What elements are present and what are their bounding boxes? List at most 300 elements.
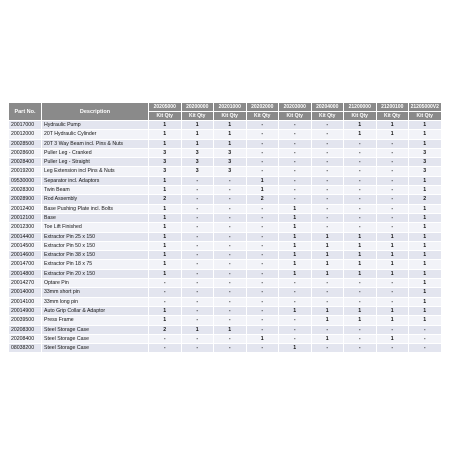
kit-qty-cell: 1	[409, 279, 442, 288]
kit-qty-cell: 1	[279, 260, 312, 269]
kit-qty-cell: 3	[409, 167, 442, 176]
kit-qty-cell: 1	[311, 260, 344, 269]
kit-qty-cell: -	[246, 121, 279, 130]
kit-qty-cell: -	[376, 297, 409, 306]
kit-number-header: 21200100	[376, 103, 409, 112]
kit-qty-cell: 1	[376, 251, 409, 260]
kit-qty-cell: 2	[409, 195, 442, 204]
kit-qty-cell: 1	[376, 260, 409, 269]
kit-qty-cell: 3	[149, 148, 182, 157]
kit-qty-cell: 2	[149, 195, 182, 204]
kit-qty-cell: -	[409, 334, 442, 343]
kit-qty-cell: -	[214, 260, 247, 269]
kit-qty-cell: 1	[311, 232, 344, 241]
part-number-cell: 20028900	[9, 195, 42, 204]
kit-qty-cell: -	[376, 148, 409, 157]
kit-qty-cell: -	[344, 176, 377, 185]
kit-qty-header: Kit Qty	[149, 112, 182, 121]
parts-kit-table	[8, 102, 442, 353]
kit-qty-cell: -	[181, 204, 214, 213]
kit-qty-cell: -	[246, 139, 279, 148]
kit-qty-cell: 1	[311, 269, 344, 278]
kit-qty-cell: -	[311, 325, 344, 334]
kit-qty-cell: 1	[149, 260, 182, 269]
kit-qty-cell: -	[214, 223, 247, 232]
kit-qty-cell: -	[246, 344, 279, 353]
kit-qty-cell: 1	[246, 334, 279, 343]
kit-qty-cell: -	[246, 158, 279, 167]
kit-qty-cell: 1	[344, 260, 377, 269]
kit-qty-cell: -	[344, 139, 377, 148]
kit-qty-cell: 1	[409, 204, 442, 213]
kit-qty-cell: -	[149, 279, 182, 288]
kit-qty-cell: -	[181, 176, 214, 185]
kit-qty-cell: 1	[409, 306, 442, 315]
kit-qty-cell: 1	[409, 269, 442, 278]
kit-qty-cell: 1	[311, 241, 344, 250]
kit-number-header: 20201000	[214, 103, 247, 112]
kit-qty-cell: 1	[409, 288, 442, 297]
kit-qty-cell: 1	[344, 130, 377, 139]
part-number-cell: 20014000	[9, 288, 42, 297]
description-cell: Auto Grip Collar & Adaptor	[42, 306, 149, 315]
kit-qty-cell: -	[279, 139, 312, 148]
kit-qty-cell: -	[376, 213, 409, 222]
kit-qty-cell: -	[311, 130, 344, 139]
kit-qty-cell: 1	[376, 334, 409, 343]
table-row	[9, 213, 442, 222]
kit-qty-cell: -	[279, 148, 312, 157]
kit-qty-cell: -	[246, 325, 279, 334]
kit-number-header: 21200000	[344, 103, 377, 112]
description-cell: Extractor Pin 25 x 150	[42, 232, 149, 241]
kit-qty-cell: 1	[149, 232, 182, 241]
kit-qty-cell: 1	[409, 139, 442, 148]
table-row	[9, 306, 442, 315]
kit-qty-cell: 1	[149, 204, 182, 213]
description-cell: Press Frame	[42, 316, 149, 325]
description-cell: Optare Pin	[42, 279, 149, 288]
part-number-cell: 20208400	[9, 334, 42, 343]
table-row	[9, 251, 442, 260]
description-header: Description	[42, 103, 149, 121]
kit-qty-cell: 1	[279, 269, 312, 278]
kit-qty-cell: -	[214, 306, 247, 315]
description-cell: Puller Leg - Cranked	[42, 148, 149, 157]
kit-qty-cell: 1	[149, 130, 182, 139]
kit-qty-cell: 1	[344, 306, 377, 315]
description-cell: Twin Beam	[42, 186, 149, 195]
kit-qty-cell: -	[376, 139, 409, 148]
description-cell: 20T Hydraulic Cylinder	[42, 130, 149, 139]
kit-qty-cell: 1	[409, 260, 442, 269]
kit-qty-cell: 1	[149, 213, 182, 222]
table-row	[9, 325, 442, 334]
table-row	[9, 269, 442, 278]
kit-qty-cell: -	[181, 241, 214, 250]
kit-qty-cell: -	[246, 232, 279, 241]
kit-qty-cell: -	[214, 195, 247, 204]
kit-qty-cell: -	[149, 297, 182, 306]
kit-qty-cell: -	[246, 269, 279, 278]
kit-qty-cell: -	[246, 223, 279, 232]
kit-qty-cell: -	[181, 344, 214, 353]
kit-qty-cell: 1	[376, 269, 409, 278]
kit-qty-cell: -	[246, 260, 279, 269]
kit-qty-cell: -	[376, 344, 409, 353]
table-row	[9, 148, 442, 157]
kit-qty-cell: 1	[344, 251, 377, 260]
kit-qty-cell: -	[214, 316, 247, 325]
kit-qty-cell: -	[246, 130, 279, 139]
part-number-cell: 20017000	[9, 121, 42, 130]
kit-qty-cell: 1	[409, 241, 442, 250]
part-no-header: Part No.	[9, 103, 42, 121]
part-number-cell: 20014500	[9, 241, 42, 250]
kit-qty-cell: 3	[149, 158, 182, 167]
kit-qty-cell: 1	[246, 186, 279, 195]
kit-qty-cell: 1	[279, 241, 312, 250]
part-number-cell: 20014900	[9, 306, 42, 315]
kit-qty-cell: -	[279, 325, 312, 334]
kit-qty-cell: 1	[279, 344, 312, 353]
kit-qty-cell: -	[311, 121, 344, 130]
kit-qty-cell: 1	[311, 306, 344, 315]
kit-qty-cell: -	[376, 288, 409, 297]
kit-qty-cell: -	[344, 204, 377, 213]
kit-qty-cell: 2	[246, 195, 279, 204]
kit-qty-cell: 1	[149, 269, 182, 278]
part-number-cell: 20014100	[9, 297, 42, 306]
description-cell: 33mm long pin	[42, 297, 149, 306]
part-number-cell: 20012100	[9, 213, 42, 222]
part-number-cell: 20014600	[9, 251, 42, 260]
kit-qty-cell: -	[181, 316, 214, 325]
kit-qty-cell: 1	[149, 176, 182, 185]
kit-qty-cell: -	[246, 213, 279, 222]
kit-qty-cell: -	[246, 279, 279, 288]
kit-qty-cell: -	[311, 344, 344, 353]
table-row	[9, 288, 442, 297]
kit-qty-cell: -	[279, 279, 312, 288]
kit-qty-cell: 1	[279, 232, 312, 241]
kit-qty-cell: -	[311, 176, 344, 185]
kit-qty-cell: -	[246, 148, 279, 157]
table-row	[9, 334, 442, 343]
kit-qty-cell: -	[279, 316, 312, 325]
kit-qty-header: Kit Qty	[344, 112, 377, 121]
kit-qty-cell: 1	[214, 139, 247, 148]
kit-qty-cell: -	[246, 241, 279, 250]
kit-qty-cell: -	[311, 204, 344, 213]
kit-qty-cell: -	[181, 279, 214, 288]
description-cell: Extractor Pin 20 x 150	[42, 269, 149, 278]
kit-qty-cell: -	[181, 297, 214, 306]
kit-qty-cell: -	[344, 223, 377, 232]
table-row	[9, 279, 442, 288]
parts-table-body	[9, 121, 442, 353]
kit-qty-cell: -	[311, 186, 344, 195]
kit-qty-cell: -	[279, 334, 312, 343]
description-cell: Rod Assembly	[42, 195, 149, 204]
kit-qty-cell: -	[311, 139, 344, 148]
kit-number-header-row	[9, 103, 442, 112]
part-number-cell: 20014700	[9, 260, 42, 269]
kit-qty-cell: -	[214, 204, 247, 213]
kit-number-header: 21205000V2	[409, 103, 442, 112]
kit-qty-cell: 1	[214, 121, 247, 130]
kit-qty-cell: -	[311, 288, 344, 297]
kit-qty-cell: 1	[409, 130, 442, 139]
kit-qty-cell: -	[149, 334, 182, 343]
part-number-cell: 20039500	[9, 316, 42, 325]
description-cell: Steel Storage Case	[42, 334, 149, 343]
part-number-cell: 20028300	[9, 186, 42, 195]
kit-qty-cell: -	[279, 121, 312, 130]
kit-qty-cell: -	[246, 167, 279, 176]
kit-qty-cell: -	[181, 195, 214, 204]
kit-qty-cell: -	[376, 223, 409, 232]
table-row	[9, 186, 442, 195]
kit-qty-cell: -	[181, 269, 214, 278]
kit-qty-cell: -	[181, 223, 214, 232]
kit-qty-cell: -	[311, 148, 344, 157]
kit-qty-cell: -	[181, 306, 214, 315]
kit-qty-cell: 1	[149, 306, 182, 315]
kit-qty-cell: 1	[409, 213, 442, 222]
kit-qty-cell: -	[311, 213, 344, 222]
kit-qty-cell: 1	[149, 121, 182, 130]
kit-qty-cell: -	[409, 325, 442, 334]
description-cell: Hydraulic Pump	[42, 121, 149, 130]
kit-qty-cell: 1	[344, 316, 377, 325]
kit-number-header: 20204000	[311, 103, 344, 112]
table-row	[9, 130, 442, 139]
kit-qty-cell: -	[246, 306, 279, 315]
kit-qty-cell: -	[344, 279, 377, 288]
kit-qty-cell: 1	[376, 306, 409, 315]
kit-qty-cell: -	[279, 130, 312, 139]
kit-qty-cell: 1	[344, 269, 377, 278]
table-row	[9, 297, 442, 306]
table-row	[9, 260, 442, 269]
table-row	[9, 344, 442, 353]
description-cell: 20T 3 Way Beam incl. Pins & Nuts	[42, 139, 149, 148]
kit-qty-cell: 1	[214, 325, 247, 334]
kit-qty-cell: -	[214, 213, 247, 222]
part-number-cell: 20208300	[9, 325, 42, 334]
part-number-cell: 20028500	[9, 139, 42, 148]
kit-qty-cell: -	[344, 186, 377, 195]
kit-qty-cell: 1	[409, 186, 442, 195]
table-row	[9, 316, 442, 325]
kit-qty-cell: -	[344, 167, 377, 176]
kit-qty-cell: -	[279, 195, 312, 204]
kit-qty-cell: 1	[181, 121, 214, 130]
kit-qty-cell: -	[214, 269, 247, 278]
kit-qty-cell: 3	[181, 148, 214, 157]
kit-qty-cell: 1	[279, 223, 312, 232]
part-number-cell: 20014400	[9, 232, 42, 241]
description-cell: Toe Lift Finished	[42, 223, 149, 232]
kit-qty-cell: -	[214, 334, 247, 343]
part-number-cell: 20012400	[9, 204, 42, 213]
kit-qty-cell: 3	[214, 167, 247, 176]
kit-qty-cell: 1	[149, 186, 182, 195]
kit-qty-cell: -	[181, 288, 214, 297]
kit-qty-cell: 1	[279, 306, 312, 315]
kit-qty-cell: 1	[409, 232, 442, 241]
kit-qty-cell: 3	[181, 158, 214, 167]
kit-qty-cell: -	[344, 288, 377, 297]
kit-qty-cell: -	[149, 344, 182, 353]
description-cell: Separator incl. Adaptors	[42, 176, 149, 185]
kit-qty-cell: -	[344, 334, 377, 343]
kit-qty-cell: -	[344, 297, 377, 306]
part-number-cell: 08038200	[9, 344, 42, 353]
table-row	[9, 139, 442, 148]
kit-qty-cell: -	[344, 148, 377, 157]
kit-qty-cell: -	[376, 325, 409, 334]
kit-number-header: 20205000	[149, 103, 182, 112]
kit-qty-cell: -	[311, 297, 344, 306]
kit-qty-cell: 1	[409, 223, 442, 232]
part-number-cell: 20014800	[9, 269, 42, 278]
kit-qty-cell: 1	[214, 130, 247, 139]
description-cell: Base Pushing Plate incl. Bolts	[42, 204, 149, 213]
kit-qty-cell: -	[246, 288, 279, 297]
kit-qty-cell: 3	[409, 148, 442, 157]
kit-number-header: 20203000	[279, 103, 312, 112]
table-row	[9, 204, 442, 213]
kit-qty-cell: 1	[409, 316, 442, 325]
kit-qty-cell: -	[344, 213, 377, 222]
kit-qty-cell: -	[376, 195, 409, 204]
kit-qty-cell: 3	[214, 148, 247, 157]
kit-qty-cell: -	[214, 288, 247, 297]
kit-qty-header: Kit Qty	[214, 112, 247, 121]
description-cell: Extractor Pin 50 x 150	[42, 241, 149, 250]
kit-qty-cell: 1	[149, 316, 182, 325]
kit-qty-cell: 3	[409, 158, 442, 167]
kit-qty-header: Kit Qty	[181, 112, 214, 121]
kit-qty-cell: -	[344, 344, 377, 353]
kit-qty-cell: 1	[344, 241, 377, 250]
kit-qty-cell: -	[311, 158, 344, 167]
parts-table-container	[8, 102, 441, 353]
kit-qty-cell: -	[311, 279, 344, 288]
kit-qty-cell: -	[246, 316, 279, 325]
kit-qty-cell: 1	[181, 130, 214, 139]
kit-qty-cell: 1	[376, 232, 409, 241]
table-row	[9, 176, 442, 185]
kit-qty-cell: -	[214, 279, 247, 288]
part-number-cell: 20028600	[9, 148, 42, 157]
kit-qty-cell: 1	[149, 223, 182, 232]
kit-qty-cell: -	[214, 186, 247, 195]
table-row	[9, 223, 442, 232]
kit-qty-cell: 1	[149, 241, 182, 250]
kit-qty-header: Kit Qty	[376, 112, 409, 121]
kit-qty-cell: -	[376, 167, 409, 176]
kit-qty-cell: 1	[344, 232, 377, 241]
kit-qty-cell: -	[246, 251, 279, 260]
kit-qty-cell: -	[344, 195, 377, 204]
description-cell: Base	[42, 213, 149, 222]
kit-number-header: 20202000	[246, 103, 279, 112]
kit-qty-cell: -	[376, 186, 409, 195]
kit-qty-cell: -	[376, 158, 409, 167]
description-cell: Leg Extension incl Pins & Nuts	[42, 167, 149, 176]
table-row	[9, 158, 442, 167]
kit-qty-cell: 1	[311, 316, 344, 325]
kit-qty-cell: -	[214, 251, 247, 260]
part-number-cell: 20019200	[9, 167, 42, 176]
kit-qty-cell: -	[344, 325, 377, 334]
kit-qty-cell: 1	[181, 325, 214, 334]
kit-number-header: 20200000	[181, 103, 214, 112]
kit-qty-header: Kit Qty	[311, 112, 344, 121]
part-number-cell: 20028400	[9, 158, 42, 167]
kit-qty-header: Kit Qty	[246, 112, 279, 121]
description-cell: Puller Leg - Straight	[42, 158, 149, 167]
kit-qty-cell: -	[181, 334, 214, 343]
kit-qty-cell: 1	[149, 139, 182, 148]
kit-qty-cell: 1	[311, 334, 344, 343]
kit-qty-cell: 1	[279, 251, 312, 260]
kit-qty-cell: -	[279, 158, 312, 167]
kit-qty-cell: -	[246, 297, 279, 306]
kit-qty-cell: -	[376, 176, 409, 185]
table-row	[9, 167, 442, 176]
kit-qty-cell: 1	[149, 251, 182, 260]
kit-qty-cell: 2	[149, 325, 182, 334]
kit-qty-cell: -	[214, 241, 247, 250]
kit-qty-cell: -	[279, 176, 312, 185]
table-row	[9, 232, 442, 241]
table-row	[9, 241, 442, 250]
kit-qty-header: Kit Qty	[279, 112, 312, 121]
kit-qty-cell: 1	[279, 204, 312, 213]
kit-qty-cell: -	[311, 195, 344, 204]
kit-qty-cell: 1	[279, 213, 312, 222]
kit-qty-cell: 1	[181, 139, 214, 148]
kit-qty-cell: -	[409, 344, 442, 353]
kit-qty-cell: -	[181, 260, 214, 269]
description-cell: Extractor Pin 38 x 150	[42, 251, 149, 260]
kit-qty-cell: -	[246, 204, 279, 213]
kit-qty-cell: -	[181, 232, 214, 241]
kit-qty-cell: -	[214, 297, 247, 306]
kit-qty-cell: -	[376, 204, 409, 213]
description-cell: Extractor Pin 18 x 75	[42, 260, 149, 269]
kit-qty-cell: -	[279, 288, 312, 297]
kit-qty-cell: -	[181, 186, 214, 195]
description-cell: 33mm short pin	[42, 288, 149, 297]
kit-qty-cell: -	[279, 167, 312, 176]
part-number-cell: 20012300	[9, 223, 42, 232]
table-row	[9, 121, 442, 130]
kit-qty-cell: 1	[409, 176, 442, 185]
kit-qty-cell: 1	[311, 251, 344, 260]
kit-qty-cell: -	[181, 251, 214, 260]
kit-qty-cell: -	[279, 297, 312, 306]
part-number-cell: 09530000	[9, 176, 42, 185]
kit-qty-cell: 1	[409, 251, 442, 260]
kit-qty-cell: -	[344, 158, 377, 167]
kit-qty-cell: 1	[409, 297, 442, 306]
kit-qty-cell: -	[214, 232, 247, 241]
